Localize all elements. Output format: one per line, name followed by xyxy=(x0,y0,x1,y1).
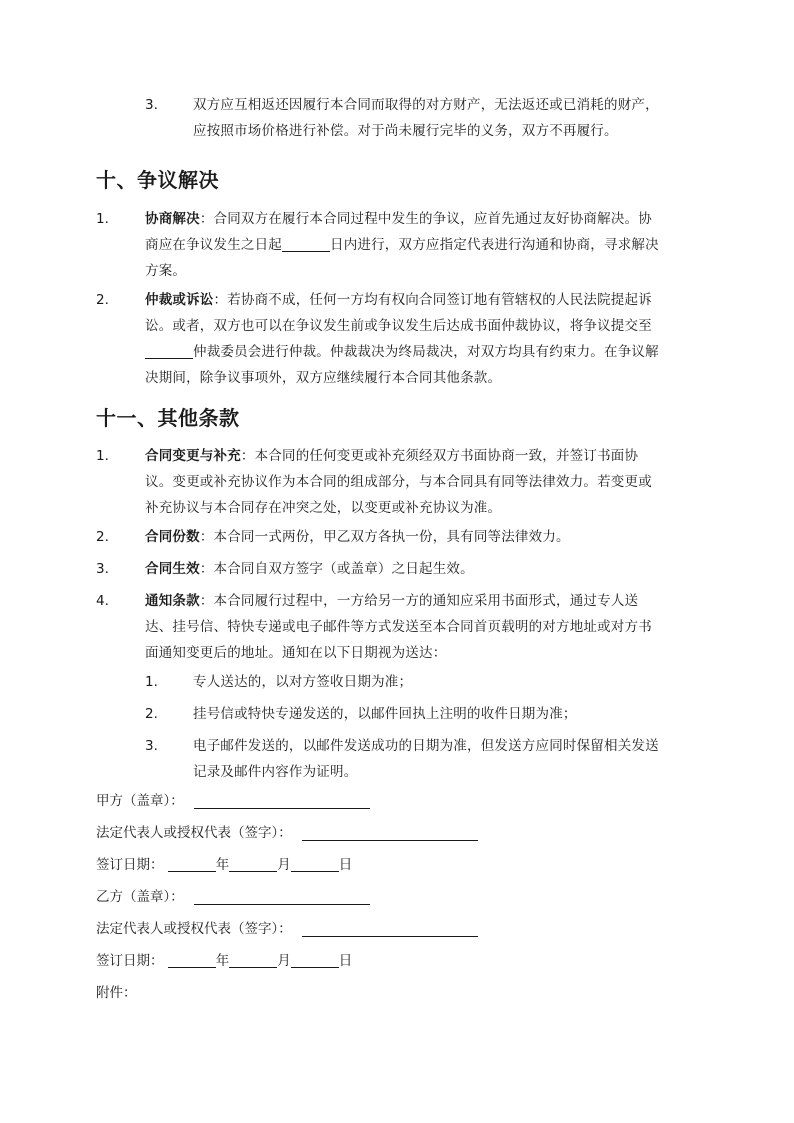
clause-text: 若协商不成，任何一方均有权向合同签订地有管辖权的人民法院提起诉 xyxy=(227,292,652,308)
sub-list-number: 1. xyxy=(145,674,158,690)
year-blank[interactable] xyxy=(168,951,216,968)
party-b-label: 乙方（盖章）： xyxy=(96,889,184,905)
clause-label: 合同生效 xyxy=(145,561,200,577)
section-heading: 十、争议解决 xyxy=(96,168,219,192)
section-heading: 十一、其他条款 xyxy=(96,406,240,430)
sub-list-item: 电子邮件发送的，以邮件发送成功的日期为准，但发送方应同时保留相关发送 xyxy=(193,738,659,754)
clause-text: 日内进行，双方应指定代表进行沟通和协商，寻求解决 xyxy=(330,237,659,253)
month-blank[interactable] xyxy=(229,951,277,968)
clause-text: 方案。 xyxy=(145,263,187,279)
attachment-label: 附件： xyxy=(96,985,137,1001)
clause-text-line xyxy=(145,339,659,365)
rep-b-signature-row xyxy=(96,916,478,942)
list-item xyxy=(145,588,638,614)
list-number: 4. xyxy=(96,593,109,609)
date-b-row xyxy=(96,948,352,974)
label-colon: ： xyxy=(199,529,214,545)
clause-label: 仲裁或诉讼 xyxy=(145,292,214,308)
clause-text: 达、挂号信、特快专递或电子邮件等方式发送至本合同首页载明的对方地址或对方书 xyxy=(145,619,652,635)
clause-text: 商应在争议发生之日起 xyxy=(145,237,282,253)
label-colon: ： xyxy=(240,448,255,464)
clause-text: 本合同一式两份，甲乙双方各执一份，具有同等法律效力。 xyxy=(213,529,570,545)
clause-text: 双方应互相返还因履行本合同而取得的对方财产，无法返还或已消耗的财产， xyxy=(193,97,659,113)
list-item xyxy=(145,287,652,313)
list-number: 1. xyxy=(96,448,109,464)
fill-in-blank[interactable] xyxy=(282,235,330,252)
sub-list-item: 挂号信或特快专递发送的，以邮件回执上注明的收件日期为准； xyxy=(193,706,577,722)
clause-text: 补充协议与本合同存在冲突之处，以变更或补充协议为准。 xyxy=(145,500,502,516)
party-a-seal-line[interactable] xyxy=(194,790,370,809)
sub-list-number: 3. xyxy=(145,738,158,754)
party-b-seal-row xyxy=(96,884,370,910)
sub-list-item: 专人送达的，以对方签收日期为准； xyxy=(193,674,413,690)
rep-b-label: 法定代表人或授权代表（签字）： xyxy=(96,921,292,937)
clause-text: 面通知变更后的地址。通知在以下日期视为送达： xyxy=(145,645,447,661)
list-item xyxy=(145,524,570,550)
clause-label: 通知条款 xyxy=(145,593,200,609)
clause-label: 合同变更与补充 xyxy=(145,448,241,464)
month-label: 月 xyxy=(277,953,291,969)
list-item xyxy=(145,556,474,582)
date-a-label: 签订日期： xyxy=(96,857,164,873)
day-blank[interactable] xyxy=(291,951,339,968)
clause-text-line xyxy=(145,232,659,258)
date-b-label: 签订日期： xyxy=(96,953,164,969)
clause-text: 本合同自双方签字（或盖章）之日起生效。 xyxy=(213,561,474,577)
clause-text: 本合同的任何变更或补充须经双方书面协商一致，并签订书面协 xyxy=(254,448,639,464)
label-colon: ： xyxy=(213,292,228,308)
clause-text: 议。变更或补充协议作为本合同的组成部分，与本合同具有同等法律效力。若变更或 xyxy=(145,474,652,490)
month-blank[interactable] xyxy=(229,855,277,872)
list-number: 3. xyxy=(96,561,109,577)
list-number: 1. xyxy=(96,211,109,227)
list-number: 2. xyxy=(96,529,109,545)
day-label: 日 xyxy=(338,953,353,969)
party-b-seal-line[interactable] xyxy=(194,886,370,905)
clause-text: 合同双方在履行本合同过程中发生的争议，应首先通过友好协商解决。协 xyxy=(213,211,652,227)
party-a-seal-row xyxy=(96,788,370,814)
clause-label: 协商解决 xyxy=(145,211,200,227)
label-colon: ： xyxy=(199,593,214,609)
party-a-label: 甲方（盖章）： xyxy=(96,793,184,809)
rep-a-signature-row xyxy=(96,820,478,846)
rep-a-label: 法定代表人或授权代表（签字）： xyxy=(96,825,292,841)
sub-list-number: 2. xyxy=(145,706,158,722)
clause-text: 本合同履行过程中，一方给另一方的通知应采用书面形式，通过专人送 xyxy=(213,593,639,609)
month-label: 月 xyxy=(277,857,291,873)
clause-label: 合同份数 xyxy=(145,529,200,545)
day-blank[interactable] xyxy=(291,855,339,872)
list-item xyxy=(145,206,652,232)
label-colon: ： xyxy=(199,211,214,227)
rep-b-signature-line[interactable] xyxy=(302,918,478,937)
clause-text: 仲裁委员会进行仲裁。仲裁裁决为终局裁决，对双方均具有约束力。在争议解 xyxy=(193,344,659,360)
clause-text: 讼。或者，双方也可以在争议发生前或争议发生后达成书面仲裁协议，将争议提交至 xyxy=(145,318,652,334)
list-item xyxy=(145,443,638,469)
fill-in-blank[interactable] xyxy=(145,342,193,359)
clause-text: 应按照市场价格进行补偿。对于尚未履行完毕的义务，双方不再履行。 xyxy=(193,123,618,139)
sub-list-item: 记录及邮件内容作为证明。 xyxy=(193,764,358,780)
rep-a-signature-line[interactable] xyxy=(302,822,478,841)
list-number: 3. xyxy=(145,97,158,113)
day-label: 日 xyxy=(338,857,353,873)
clause-text: 决期间，除争议事项外，双方应继续履行本合同其他条款。 xyxy=(145,370,502,386)
date-a-row xyxy=(96,852,352,878)
list-number: 2. xyxy=(96,292,109,308)
year-label: 年 xyxy=(215,953,230,969)
year-label: 年 xyxy=(215,857,230,873)
year-blank[interactable] xyxy=(168,855,216,872)
label-colon: ： xyxy=(199,561,214,577)
